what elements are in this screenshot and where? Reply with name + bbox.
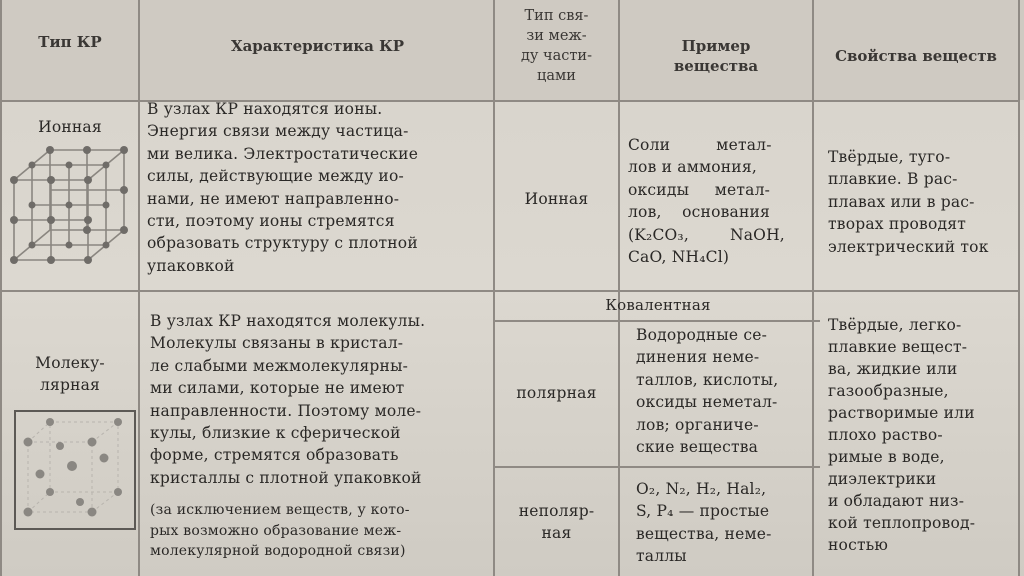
row2-characteristic: В узлах КР находятся молекулы. Молекулы связаны в кристал- ле слабыми межмолекулярны- ми силами, которые не имеют направленности. Поэтому моле- кулы, близкие к сферической форме, стремятся образовать кристаллы с плотной упаковкой	[150, 312, 426, 487]
row1-type: Ионная	[38, 118, 102, 136]
row2-bond-polar: полярная	[516, 384, 597, 402]
grid-line	[812, 0, 814, 576]
row1-bond: Ионная	[524, 190, 589, 208]
row2-characteristic-note: (за исключением веществ, у кото- рых возможно образование меж- молекулярной водородной связи)	[150, 502, 410, 559]
header-characteristic: Характеристика КР	[230, 37, 405, 55]
grid-line	[493, 466, 820, 468]
grid-line	[0, 0, 2, 576]
header-bond-type: Тип свя- зи меж- ду части- цами	[520, 8, 592, 84]
row1-characteristic: В узлах КР находятся ионы. Энергия связи между частица- ми велика. Электростатические силы, действующие между ио- нами, не имеют направленно- сти, поэтому ионы стремятся образовать структуру с плотной упаковкой	[147, 100, 419, 275]
grid-line	[618, 0, 620, 576]
molecular-lattice-icon	[20, 416, 128, 520]
row1-properties: Твёрдые, туго- плавкие. В рас- плавах или в рас- творах проводят электрический ток	[828, 148, 989, 256]
header-example: Пример вещества	[673, 37, 759, 75]
row2-bond-nonpolar: неполяр- ная	[518, 502, 595, 543]
row1-example: Соли метал- лов и аммония, оксиды метал- лов, основания (K₂CO₃, NaOH, CaO, NH₄Cl)	[628, 136, 785, 267]
row2-example-nonpolar: O₂, N₂, H₂, Hal₂, S, P₄ — простые вещества, неме- таллы	[636, 480, 772, 566]
grid-line	[493, 0, 495, 576]
grid-line	[1018, 0, 1020, 576]
ionic-lattice-icon	[4, 140, 134, 268]
grid-line	[0, 290, 1020, 292]
row2-properties: Твёрдые, легко- плавкие вещест- ва, жидкие или газообразные, растворимые или плохо раство- римые в воде, диэлектрики и обладают низ- кой теплопровод- ностью	[828, 316, 976, 554]
row2-bond-header: Ковалентная	[605, 296, 711, 314]
header-properties: Свойства веществ	[835, 47, 997, 65]
row2-example-polar: Водородные се- динения неме- таллов, кислоты, оксиды неметал- лов; органиче- ские вещества	[636, 326, 779, 457]
header-type: Тип КР	[38, 33, 102, 51]
grid-line	[493, 320, 820, 322]
grid-line	[138, 0, 140, 576]
row2-type: Молеку- лярная	[35, 354, 105, 395]
